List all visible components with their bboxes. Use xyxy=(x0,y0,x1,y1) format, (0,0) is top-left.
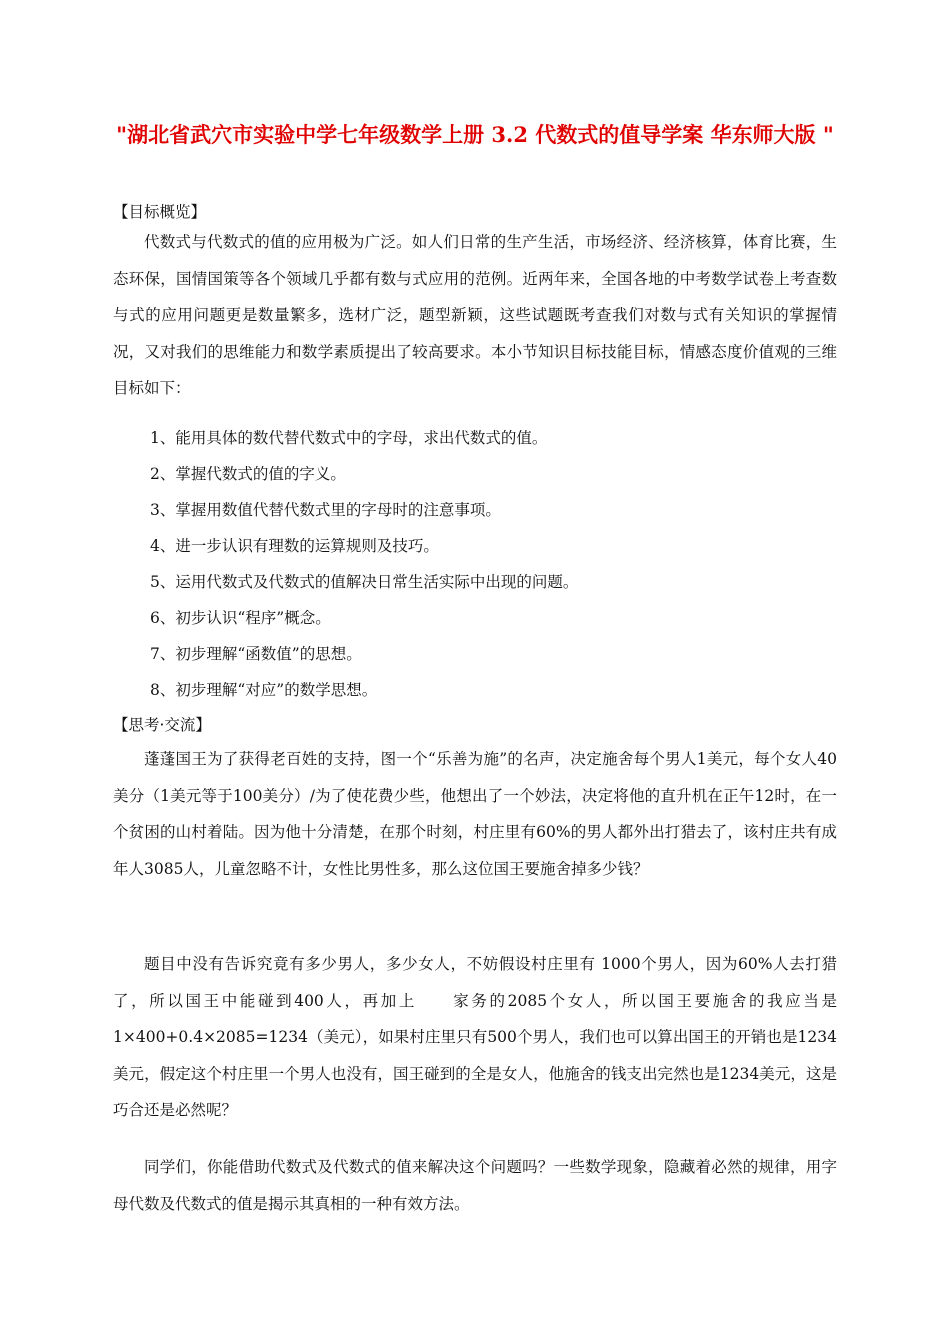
section-heading-goals: 【目标概览】 xyxy=(113,203,207,221)
goal-item: 2、掌握代数式的值的字义。 xyxy=(150,465,346,483)
closing-paragraph: 同学们，你能借助代数式及代数式的值来解决这个问题吗？一些数学现象，隐藏着必然的规律，用字母代数及代数式的值是揭示其真相的一种有效方法。 xyxy=(113,1158,837,1213)
goal-item: 4、进一步认识有理数的运算规则及技巧。 xyxy=(150,537,439,555)
goal-item: 3、掌握用数值代替代数式里的字母时的注意事项。 xyxy=(150,501,501,519)
document-title: "湖北省武穴市实验中学七年级数学上册 3.2 代数式的值导学案 华东师大版 " xyxy=(116,122,834,147)
goal-item: 6、初步认识“程序”概念。 xyxy=(150,609,331,627)
section-heading-think: 【思考·交流】 xyxy=(113,716,211,734)
goal-item: 7、初步理解“函数值”的思想。 xyxy=(150,645,362,663)
analysis-paragraph: 题目中没有告诉究竟有多少男人，多少女人，不妨假设村庄里有 1000个男人，因为60%人去打猎了，所以国王中能碰到400人，再加上 家务的2085个女人，所以国王要施舍的我应当是1×400+0.4×2085=1234（美元），如果村庄里只有500个男人，我们也可以算出国王的开销也是1234美元，假定这个村庄里一个男人也没有，国王碰到的全是女人，他施舍的钱支出完然也是1234美元，这是巧合还是必然呢？ xyxy=(113,955,837,1119)
goal-item: 1、能用具体的数代替代数式中的字母，求出代数式的值。 xyxy=(150,429,548,447)
goal-item: 8、初步理解“对应”的数学思想。 xyxy=(150,681,378,699)
goal-item: 5、运用代数式及代数式的值解决日常生活实际中出现的问题。 xyxy=(150,573,579,591)
intro-paragraph: 代数式与代数式的值的应用极为广泛。如人们日常的生产生活，市场经济、经济核算，体育比赛，生态环保，国情国策等各个领域几乎都有数与式应用的范例。近两年来，全国各地的中考数学试卷上考查数与式的应用问题更是数量繁多，选材广泛，题型新颖，这些试题既考查我们对数与式有关知识的掌握情况，又对我们的思维能力和数学素质提出了较高要求。本小节知识目标技能目标，情感态度价值观的三维目标如下： xyxy=(113,233,837,397)
story-paragraph: 蓬蓬国王为了获得老百姓的支持，图一个“乐善为施”的名声，决定施舍每个男人1美元，每个女人40美分（1美元等于100美分）/为了使花费少些，他想出了一个妙法，决定将他的直升机在正午12时，在一个贫困的山村着陆。因为他十分清楚，在那个时刻，村庄里有60%的男人都外出打猎去了，该村庄共有成年人3085人，儿童忽略不计，女性比男性多，那么这位国王要施舍掉多少钱？ xyxy=(113,750,837,878)
